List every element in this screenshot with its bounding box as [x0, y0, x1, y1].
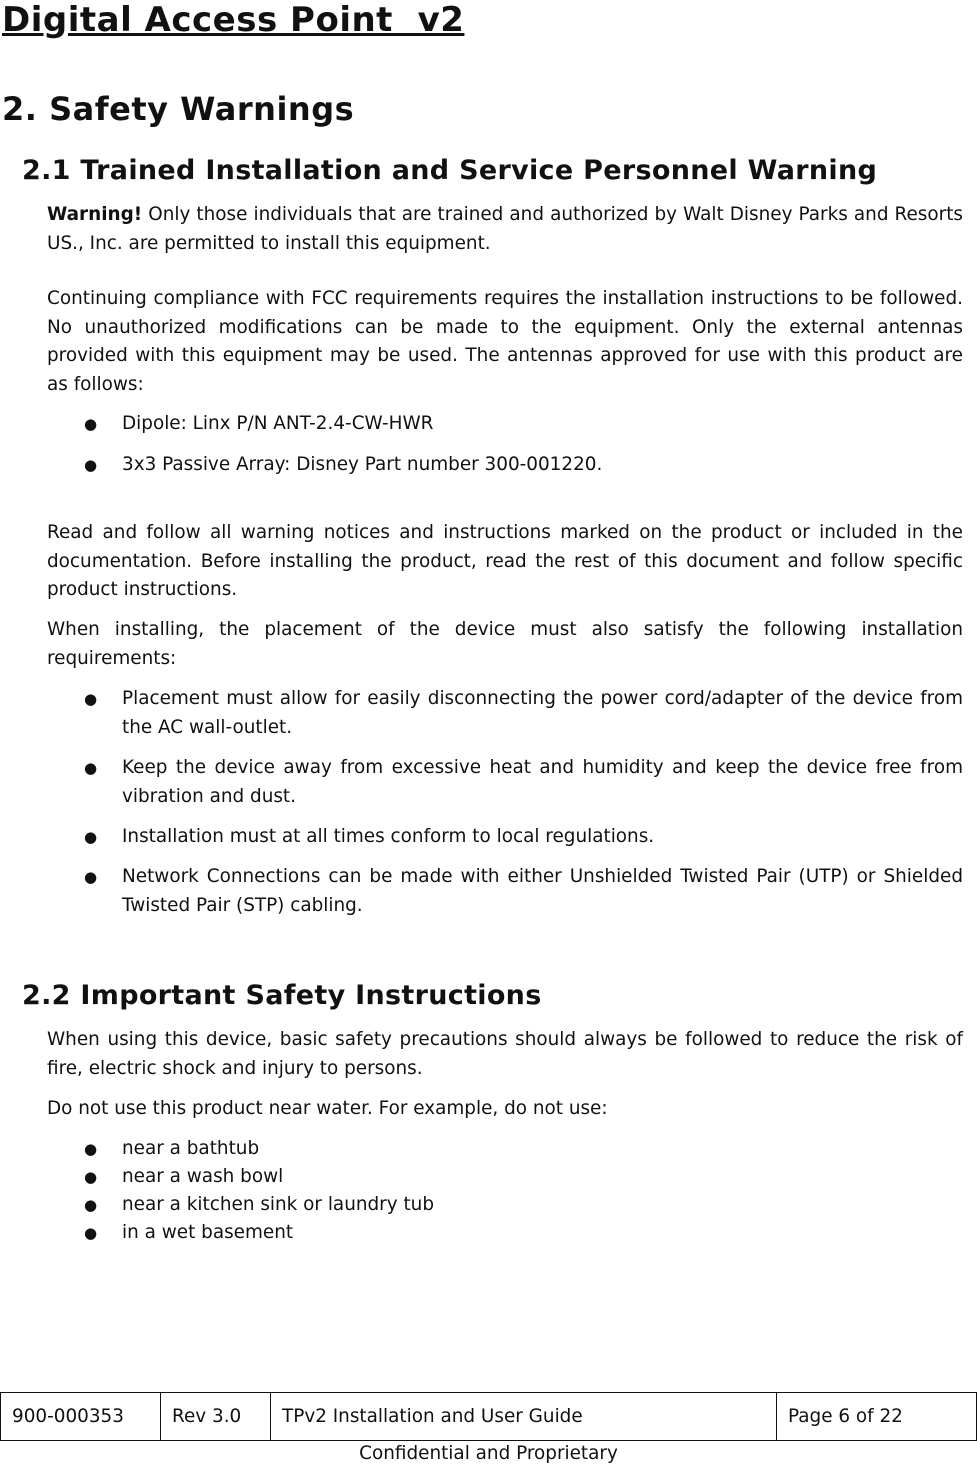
water-item: near a kitchen sink or laundry tub [122, 1194, 435, 1215]
water-item: near a wash bowl [122, 1166, 284, 1187]
footer-doc-number: 900-000353 [1, 1393, 161, 1441]
water-intro: Do not use this product near water. For example, do not use: [47, 1098, 608, 1119]
footer-table [0, 1392, 977, 1441]
section-heading: 2. Safety Warnings [2, 90, 355, 128]
antenna-item: 3x3 Passive Array: Disney Part number 300-001220. [122, 454, 603, 475]
placement-intro: When installing, the placement of the device must also satisfy the following installation requirements: [47, 619, 963, 669]
antenna-item: Dipole: Linx P/N ANT-2.4-CW-HWR [122, 413, 434, 434]
bullet-icon: ● [84, 1196, 98, 1214]
bullet-icon: ● [84, 415, 98, 433]
document-title: Digital Access Point v2 [2, 0, 465, 40]
subsection-heading-2-2: 2.2 Important Safety Instructions [22, 980, 542, 1011]
bullet-icon: ● [84, 1168, 98, 1186]
footer-row [1, 1393, 977, 1441]
warning-paragraph [47, 201, 963, 258]
water-item: near a bathtub [122, 1138, 260, 1159]
bullet-icon: ● [84, 828, 98, 846]
requirement-item: Keep the device away from excessive heat and humidity and keep the device free from vibration and dust. [122, 757, 963, 807]
bullet-icon: ● [84, 1224, 98, 1242]
bullet-icon: ● [84, 868, 98, 886]
requirement-item: Placement must allow for easily disconnecting the power cord/adapter of the device from the AC wall-outlet. [122, 688, 963, 738]
footer-page-number: Page 6 of 22 [777, 1393, 977, 1441]
bullet-icon: ● [84, 690, 98, 708]
fcc-paragraph: Continuing compliance with FCC requirements requires the installation instructions to be followed. No unauthorized modifications can be made to the equipment. Only the external antennas provided with this equipment may be used. The antennas approved for use with this product are as follows: [47, 288, 963, 395]
warning-text: Only those individuals that are trained and authorized by Walt Disney Parks and Resorts US., Inc. are permitted to install this equipment. [47, 204, 963, 254]
subsection-heading-2-1: 2.1 Trained Installation and Service Personnel Warning [22, 155, 878, 186]
footer-doc-name: TPv2 Installation and User Guide [271, 1393, 777, 1441]
warning-label: Warning! [47, 204, 143, 225]
safety-intro-paragraph: When using this device, basic safety precautions should always be followed to reduce the risk of fire, electric shock and injury to persons. [47, 1029, 963, 1079]
requirement-item: Network Connections can be made with either Unshielded Twisted Pair (UTP) or Shielded Twisted Pair (STP) cabling. [122, 866, 963, 916]
bullet-icon: ● [84, 759, 98, 777]
bullet-icon: ● [84, 456, 98, 474]
water-item: in a wet basement [122, 1222, 294, 1243]
bullet-icon: ● [84, 1140, 98, 1158]
read-follow-paragraph: Read and follow all warning notices and instructions marked on the product or included in the documentation. Before installing the product, read the rest of this document and follow specific product instructions. [47, 522, 963, 600]
requirement-item: Installation must at all times conform to local regulations. [122, 826, 655, 847]
footer-revision: Rev 3.0 [161, 1393, 271, 1441]
confidential-notice: Confidential and Proprietary [359, 1443, 618, 1464]
